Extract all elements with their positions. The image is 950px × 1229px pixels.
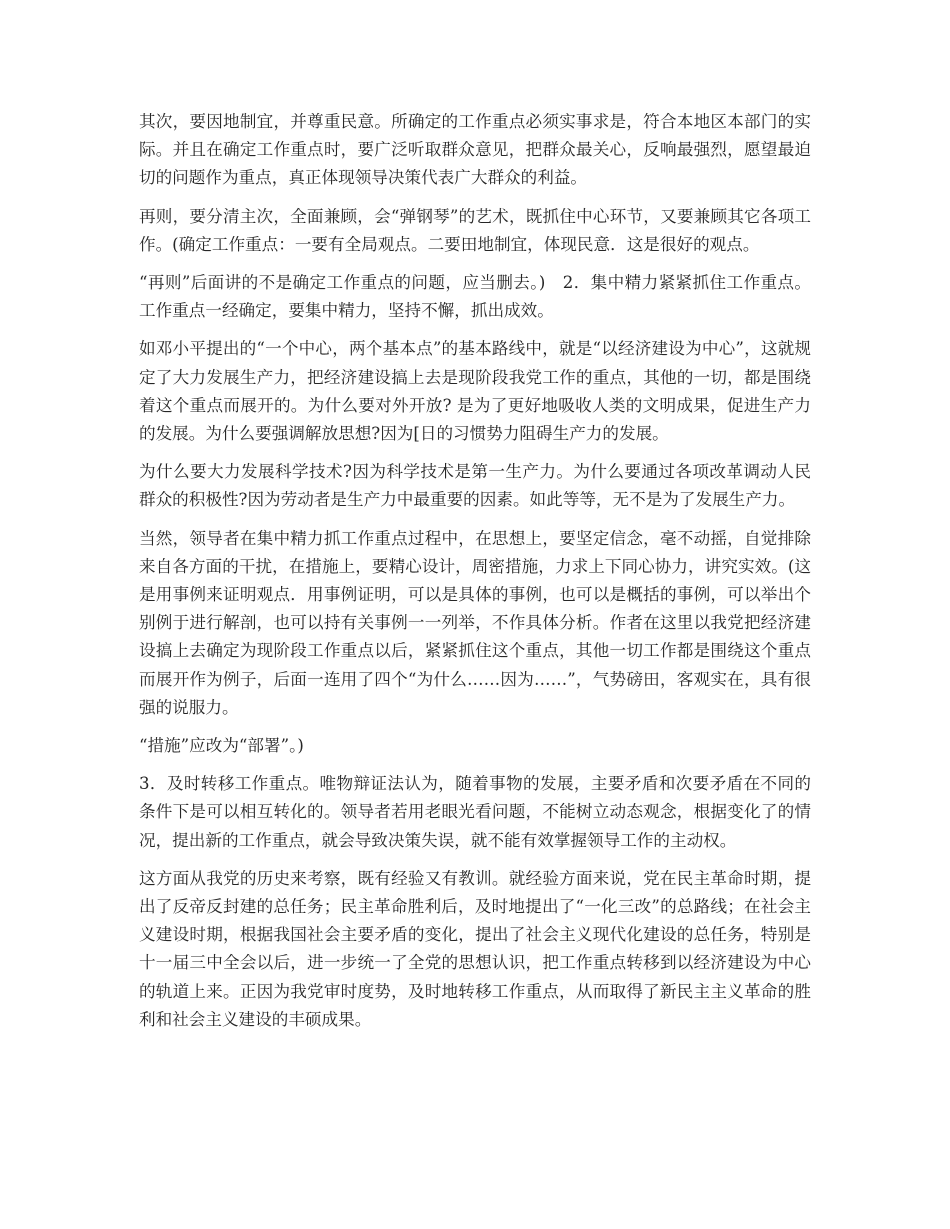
paragraph-5: 为什么要大力发展科学技术?因为科学技术是第一生产力。为什么要通过各项改革调动人民群众的积极性?因为劳动者是生产力中最重要的因素。如此等等，无不是为了发展生产力。 [139, 462, 811, 510]
paragraph-2: 再则，要分清主次，全面兼顾，会“弹钢琴”的艺术，既抓住中心环节，又要兼顾其它各项工作。(确定工作重点：一要有全局观点。二要田地制宜，体现民意．这是很好的观点。 [139, 206, 811, 254]
paragraph-7: “措施”应改为“部署”。) [139, 736, 304, 756]
document-page [139, 108, 811, 1044]
paragraph-4: 如邓小平提出的“一个中心，两个基本点”的基本路线中，就是“以经济建设为中心”，这就规定了大力发展生产力，把经济建设搞上去是现阶段我党工作的重点，其他的一切，都是围绕着这个重点而展开的。为什么要对外开放? 是为了更好地吸收人类的文明成果，促进生产力的发展。为什么要强调解放思想?因为[日的习惯势力阻碍生产力的发展。 [139, 339, 811, 444]
paragraph-9: 这方面从我党的历史来考察，既有经验又有教训。就经验方面来说，党在民主革命时期，提出了反帝反封建的总任务；民主革命胜利后，及时地提出了“一化三改”的总路线；在社会主义建设时期，根据我国社会主要矛盾的变化，提出了社会主义现代化建设的总任务，特别是十一届三中全会以后，进一步统一了全党的思想认识，把工作重点转移到以经济建设为中心的轨道上来。正因为我党审时度势，及时地转移工作重点，从而取得了新民主主义革命的胜利和社会主义建设的丰硕成果。 [139, 868, 811, 1029]
paragraph-6: 当然，领导者在集中精力抓工作重点过程中，在思想上，要坚定信念，毫不动摇，自觉排除来自各方面的干扰，在措施上，要精心设计，周密措施，力求上下同心协力，讲究实效。(这是用事例来证明观点．用事例证明，可以是具体的事例，也可以是概括的事例，可以举出个别例于进行解剖，也可以持有关事例一一列举，不作具体分析。作者在这里以我党把经济建设搞上去确定为现阶段工作重点以后，紧紧抓住这个重点，其他一切工作都是围绕这个重点而展开作为例子，后面一连用了四个“为什么……因为……”，气势磅田，客观实在，具有很强的说服力。 [139, 528, 811, 717]
paragraph-8: 3．及时转移工作重点。唯物辩证法认为，随着事物的发展，主要矛盾和次要矛盾在不同的条件下是可以相互转化的。领导者若用老眼光看问题，不能树立动态观念，根据变化了的情况，提出新的工作重点，就会导致决策失误，就不能有效掌握领导工作的主动权。 [139, 774, 811, 850]
paragraph-1: 其次，要因地制宜，并尊重民意。所确定的工作重点必须实事求是，符合本地区本部门的实际。并且在确定工作重点时，要广泛听取群众意见，把群众最关心，反响最强烈，愿望最迫切的问题作为重点，真正体现领导决策代表广大群众的利益。 [139, 112, 811, 188]
paragraph-3: “再则”后面讲的不是确定工作重点的问题，应当删去。) 2．集中精力紧紧抓住工作重点。工作重点一经确定，要集中精力，坚持不懈，抓出成效。 [139, 273, 811, 321]
